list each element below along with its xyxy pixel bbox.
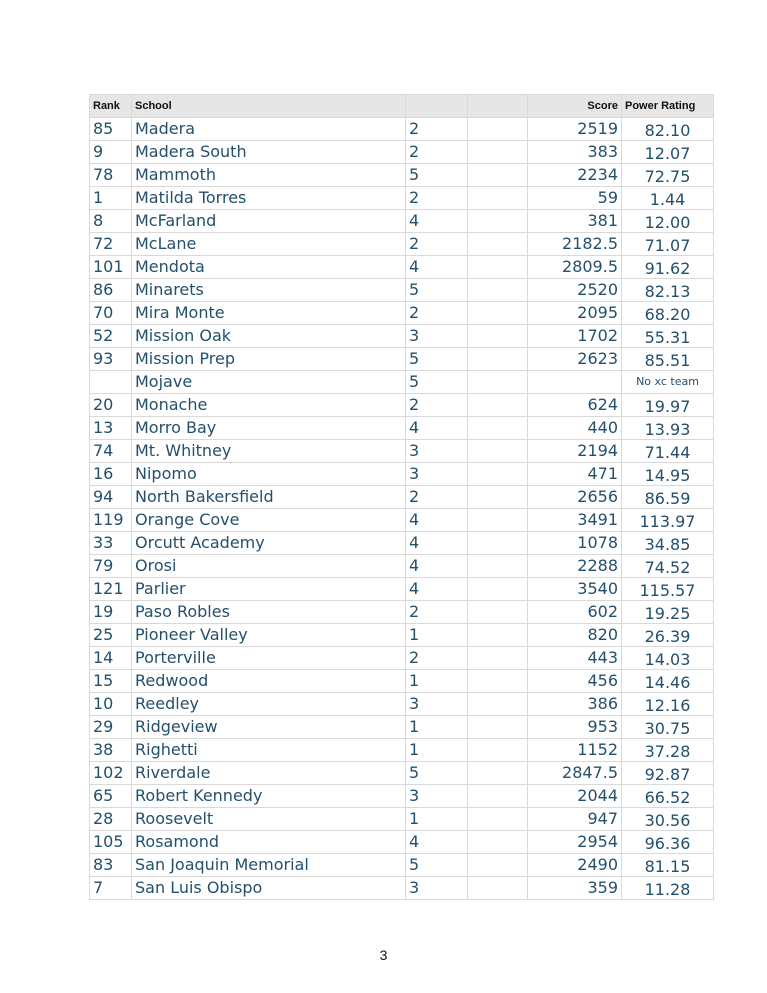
cell-division: 4: [406, 578, 468, 601]
cell-rank: 102: [90, 762, 132, 785]
cell-power-rating: 92.87: [622, 762, 714, 785]
table-row: [90, 716, 714, 739]
cell-division: 2: [406, 141, 468, 164]
table-row: [90, 325, 714, 348]
cell-blank: [468, 348, 528, 371]
cell-power-rating: 1.44: [622, 187, 714, 210]
cell-division: 2: [406, 601, 468, 624]
cell-rank: 78: [90, 164, 132, 187]
cell-rank: 10: [90, 693, 132, 716]
table-row: [90, 279, 714, 302]
cell-blank: [468, 141, 528, 164]
cell-blank: [468, 118, 528, 141]
cell-score: 2519: [528, 118, 622, 141]
cell-division: 2: [406, 394, 468, 417]
cell-rank: 29: [90, 716, 132, 739]
cell-rank: 9: [90, 141, 132, 164]
cell-power-rating: 71.07: [622, 233, 714, 256]
cell-rank: 28: [90, 808, 132, 831]
cell-score: 1152: [528, 739, 622, 762]
cell-score: 953: [528, 716, 622, 739]
cell-score: 2623: [528, 348, 622, 371]
cell-blank: [468, 279, 528, 302]
cell-score: 2194: [528, 440, 622, 463]
cell-school: Mojave: [132, 371, 406, 394]
cell-score: [528, 371, 622, 394]
cell-division: 2: [406, 486, 468, 509]
cell-division: 5: [406, 854, 468, 877]
cell-blank: [468, 486, 528, 509]
cell-rank: 65: [90, 785, 132, 808]
cell-power-rating: 14.46: [622, 670, 714, 693]
cell-score: 471: [528, 463, 622, 486]
cell-school: Orange Cove: [132, 509, 406, 532]
header-blank: [468, 95, 528, 118]
cell-school: Redwood: [132, 670, 406, 693]
cell-rank: 16: [90, 463, 132, 486]
cell-school: Morro Bay: [132, 417, 406, 440]
cell-school: North Bakersfield: [132, 486, 406, 509]
cell-power-rating: 81.15: [622, 854, 714, 877]
cell-score: 440: [528, 417, 622, 440]
cell-blank: [468, 739, 528, 762]
cell-rank: 33: [90, 532, 132, 555]
cell-power-rating: 91.62: [622, 256, 714, 279]
rankings-table: [89, 94, 714, 900]
cell-blank: [468, 555, 528, 578]
table-row: [90, 164, 714, 187]
cell-division: 1: [406, 739, 468, 762]
cell-school: Orosi: [132, 555, 406, 578]
cell-score: 1702: [528, 325, 622, 348]
cell-power-rating: 115.57: [622, 578, 714, 601]
cell-division: 4: [406, 210, 468, 233]
table-row: [90, 762, 714, 785]
cell-division: 5: [406, 164, 468, 187]
cell-score: 820: [528, 624, 622, 647]
cell-power-rating: 14.95: [622, 463, 714, 486]
table-row: [90, 555, 714, 578]
cell-school: Reedley: [132, 693, 406, 716]
table-row: [90, 532, 714, 555]
cell-power-rating: 12.07: [622, 141, 714, 164]
cell-rank: 7: [90, 877, 132, 900]
table-row: [90, 394, 714, 417]
cell-blank: [468, 417, 528, 440]
header-row: [90, 95, 714, 118]
cell-rank: 38: [90, 739, 132, 762]
cell-blank: [468, 670, 528, 693]
cell-blank: [468, 624, 528, 647]
cell-school: San Joaquin Memorial: [132, 854, 406, 877]
cell-blank: [468, 325, 528, 348]
cell-power-rating: 14.03: [622, 647, 714, 670]
cell-school: Madera: [132, 118, 406, 141]
cell-rank: 1: [90, 187, 132, 210]
cell-division: 3: [406, 440, 468, 463]
cell-blank: [468, 831, 528, 854]
cell-blank: [468, 463, 528, 486]
cell-school: Monache: [132, 394, 406, 417]
cell-school: Nipomo: [132, 463, 406, 486]
table-row: [90, 371, 714, 394]
cell-school: McLane: [132, 233, 406, 256]
table-row: [90, 877, 714, 900]
cell-division: 2: [406, 647, 468, 670]
cell-division: 1: [406, 670, 468, 693]
cell-power-rating: 12.00: [622, 210, 714, 233]
cell-power-rating: 82.13: [622, 279, 714, 302]
cell-rank: 25: [90, 624, 132, 647]
cell-rank: 93: [90, 348, 132, 371]
cell-blank: [468, 187, 528, 210]
cell-division: 4: [406, 509, 468, 532]
cell-rank: 19: [90, 601, 132, 624]
cell-rank: 70: [90, 302, 132, 325]
cell-rank: 74: [90, 440, 132, 463]
table-row: [90, 739, 714, 762]
header-score: Score: [528, 95, 622, 118]
cell-score: 3491: [528, 509, 622, 532]
cell-score: 602: [528, 601, 622, 624]
header-rank: Rank: [90, 95, 132, 118]
cell-school: Mission Oak: [132, 325, 406, 348]
cell-blank: [468, 532, 528, 555]
cell-blank: [468, 578, 528, 601]
cell-school: Mira Monte: [132, 302, 406, 325]
cell-rank: 94: [90, 486, 132, 509]
cell-power-rating: 86.59: [622, 486, 714, 509]
cell-score: 2520: [528, 279, 622, 302]
cell-division: 2: [406, 233, 468, 256]
cell-blank: [468, 233, 528, 256]
cell-division: 3: [406, 877, 468, 900]
table-row: [90, 141, 714, 164]
cell-rank: 79: [90, 555, 132, 578]
cell-power-rating: 37.28: [622, 739, 714, 762]
cell-division: 3: [406, 325, 468, 348]
cell-power-rating: 19.25: [622, 601, 714, 624]
cell-school: Orcutt Academy: [132, 532, 406, 555]
cell-division: 3: [406, 785, 468, 808]
cell-division: 1: [406, 624, 468, 647]
table-row: [90, 302, 714, 325]
cell-school: Roosevelt: [132, 808, 406, 831]
cell-school: Matilda Torres: [132, 187, 406, 210]
cell-score: 359: [528, 877, 622, 900]
table-row: [90, 601, 714, 624]
table-row: [90, 831, 714, 854]
table-row: [90, 187, 714, 210]
cell-blank: [468, 302, 528, 325]
cell-division: 5: [406, 279, 468, 302]
cell-score: 2954: [528, 831, 622, 854]
table-row: [90, 578, 714, 601]
cell-score: 3540: [528, 578, 622, 601]
header-division: [406, 95, 468, 118]
cell-score: 2182.5: [528, 233, 622, 256]
table-row: [90, 233, 714, 256]
cell-power-rating: 34.85: [622, 532, 714, 555]
table-row: [90, 417, 714, 440]
cell-rank: 15: [90, 670, 132, 693]
cell-blank: [468, 785, 528, 808]
cell-blank: [468, 716, 528, 739]
cell-score: 386: [528, 693, 622, 716]
cell-school: Ridgeview: [132, 716, 406, 739]
cell-division: 4: [406, 532, 468, 555]
cell-power-rating: 26.39: [622, 624, 714, 647]
table-row: [90, 118, 714, 141]
table-row: [90, 440, 714, 463]
cell-score: 2809.5: [528, 256, 622, 279]
cell-division: 4: [406, 256, 468, 279]
cell-score: 59: [528, 187, 622, 210]
table-row: [90, 624, 714, 647]
cell-power-rating: 71.44: [622, 440, 714, 463]
cell-blank: [468, 256, 528, 279]
cell-blank: [468, 693, 528, 716]
cell-blank: [468, 854, 528, 877]
cell-blank: [468, 601, 528, 624]
cell-rank: 121: [90, 578, 132, 601]
cell-school: Mendota: [132, 256, 406, 279]
cell-blank: [468, 509, 528, 532]
cell-rank: [90, 371, 132, 394]
cell-power-rating: 85.51: [622, 348, 714, 371]
cell-school: Madera South: [132, 141, 406, 164]
cell-score: 2288: [528, 555, 622, 578]
cell-rank: 105: [90, 831, 132, 854]
cell-score: 383: [528, 141, 622, 164]
cell-school: Riverdale: [132, 762, 406, 785]
cell-score: 1078: [528, 532, 622, 555]
cell-school: Robert Kennedy: [132, 785, 406, 808]
cell-power-rating: 30.75: [622, 716, 714, 739]
cell-score: 443: [528, 647, 622, 670]
cell-division: 4: [406, 417, 468, 440]
cell-rank: 72: [90, 233, 132, 256]
cell-division: 4: [406, 831, 468, 854]
cell-blank: [468, 371, 528, 394]
cell-power-rating: 13.93: [622, 417, 714, 440]
table-row: [90, 210, 714, 233]
cell-score: 2490: [528, 854, 622, 877]
cell-school: Parlier: [132, 578, 406, 601]
cell-division: 5: [406, 762, 468, 785]
cell-school: Rosamond: [132, 831, 406, 854]
cell-power-rating: 113.97: [622, 509, 714, 532]
cell-power-rating: 19.97: [622, 394, 714, 417]
cell-score: 2044: [528, 785, 622, 808]
table-row: [90, 785, 714, 808]
cell-division: 5: [406, 348, 468, 371]
cell-division: 2: [406, 187, 468, 210]
cell-division: 3: [406, 463, 468, 486]
cell-score: 456: [528, 670, 622, 693]
cell-division: 5: [406, 371, 468, 394]
cell-power-rating: 82.10: [622, 118, 714, 141]
cell-rank: 13: [90, 417, 132, 440]
table-row: [90, 509, 714, 532]
table-row: [90, 463, 714, 486]
cell-school: Porterville: [132, 647, 406, 670]
cell-blank: [468, 808, 528, 831]
cell-school: Minarets: [132, 279, 406, 302]
cell-blank: [468, 164, 528, 187]
cell-blank: [468, 394, 528, 417]
table-row: [90, 256, 714, 279]
table-row: [90, 348, 714, 371]
table-row: [90, 693, 714, 716]
cell-school: Paso Robles: [132, 601, 406, 624]
cell-power-rating: 66.52: [622, 785, 714, 808]
cell-school: Pioneer Valley: [132, 624, 406, 647]
cell-rank: 86: [90, 279, 132, 302]
cell-power-rating: 11.28: [622, 877, 714, 900]
table-row: [90, 854, 714, 877]
cell-blank: [468, 647, 528, 670]
page-number: 3: [379, 947, 388, 963]
cell-blank: [468, 440, 528, 463]
cell-power-rating: 12.16: [622, 693, 714, 716]
cell-rank: 85: [90, 118, 132, 141]
cell-division: 4: [406, 555, 468, 578]
cell-power-rating: 74.52: [622, 555, 714, 578]
header-power-rating: Power Rating: [622, 95, 714, 118]
cell-rank: 119: [90, 509, 132, 532]
cell-division: 1: [406, 716, 468, 739]
cell-power-rating: No xc team: [622, 371, 714, 394]
cell-school: Mt. Whitney: [132, 440, 406, 463]
header-school: School: [132, 95, 406, 118]
cell-rank: 14: [90, 647, 132, 670]
cell-school: Righetti: [132, 739, 406, 762]
cell-division: 2: [406, 302, 468, 325]
cell-score: 2847.5: [528, 762, 622, 785]
cell-school: McFarland: [132, 210, 406, 233]
table-row: [90, 808, 714, 831]
cell-rank: 20: [90, 394, 132, 417]
cell-power-rating: 72.75: [622, 164, 714, 187]
cell-school: Mission Prep: [132, 348, 406, 371]
cell-division: 1: [406, 808, 468, 831]
cell-school: San Luis Obispo: [132, 877, 406, 900]
table-row: [90, 486, 714, 509]
table-row: [90, 647, 714, 670]
cell-power-rating: 55.31: [622, 325, 714, 348]
cell-rank: 101: [90, 256, 132, 279]
cell-blank: [468, 210, 528, 233]
cell-power-rating: 68.20: [622, 302, 714, 325]
cell-rank: 52: [90, 325, 132, 348]
table-row: [90, 670, 714, 693]
cell-rank: 83: [90, 854, 132, 877]
cell-school: Mammoth: [132, 164, 406, 187]
cell-division: 2: [406, 118, 468, 141]
cell-score: 2095: [528, 302, 622, 325]
cell-score: 2234: [528, 164, 622, 187]
cell-score: 2656: [528, 486, 622, 509]
cell-power-rating: 30.56: [622, 808, 714, 831]
cell-rank: 8: [90, 210, 132, 233]
cell-blank: [468, 762, 528, 785]
cell-score: 624: [528, 394, 622, 417]
cell-division: 3: [406, 693, 468, 716]
cell-blank: [468, 877, 528, 900]
cell-score: 947: [528, 808, 622, 831]
cell-score: 381: [528, 210, 622, 233]
cell-power-rating: 96.36: [622, 831, 714, 854]
